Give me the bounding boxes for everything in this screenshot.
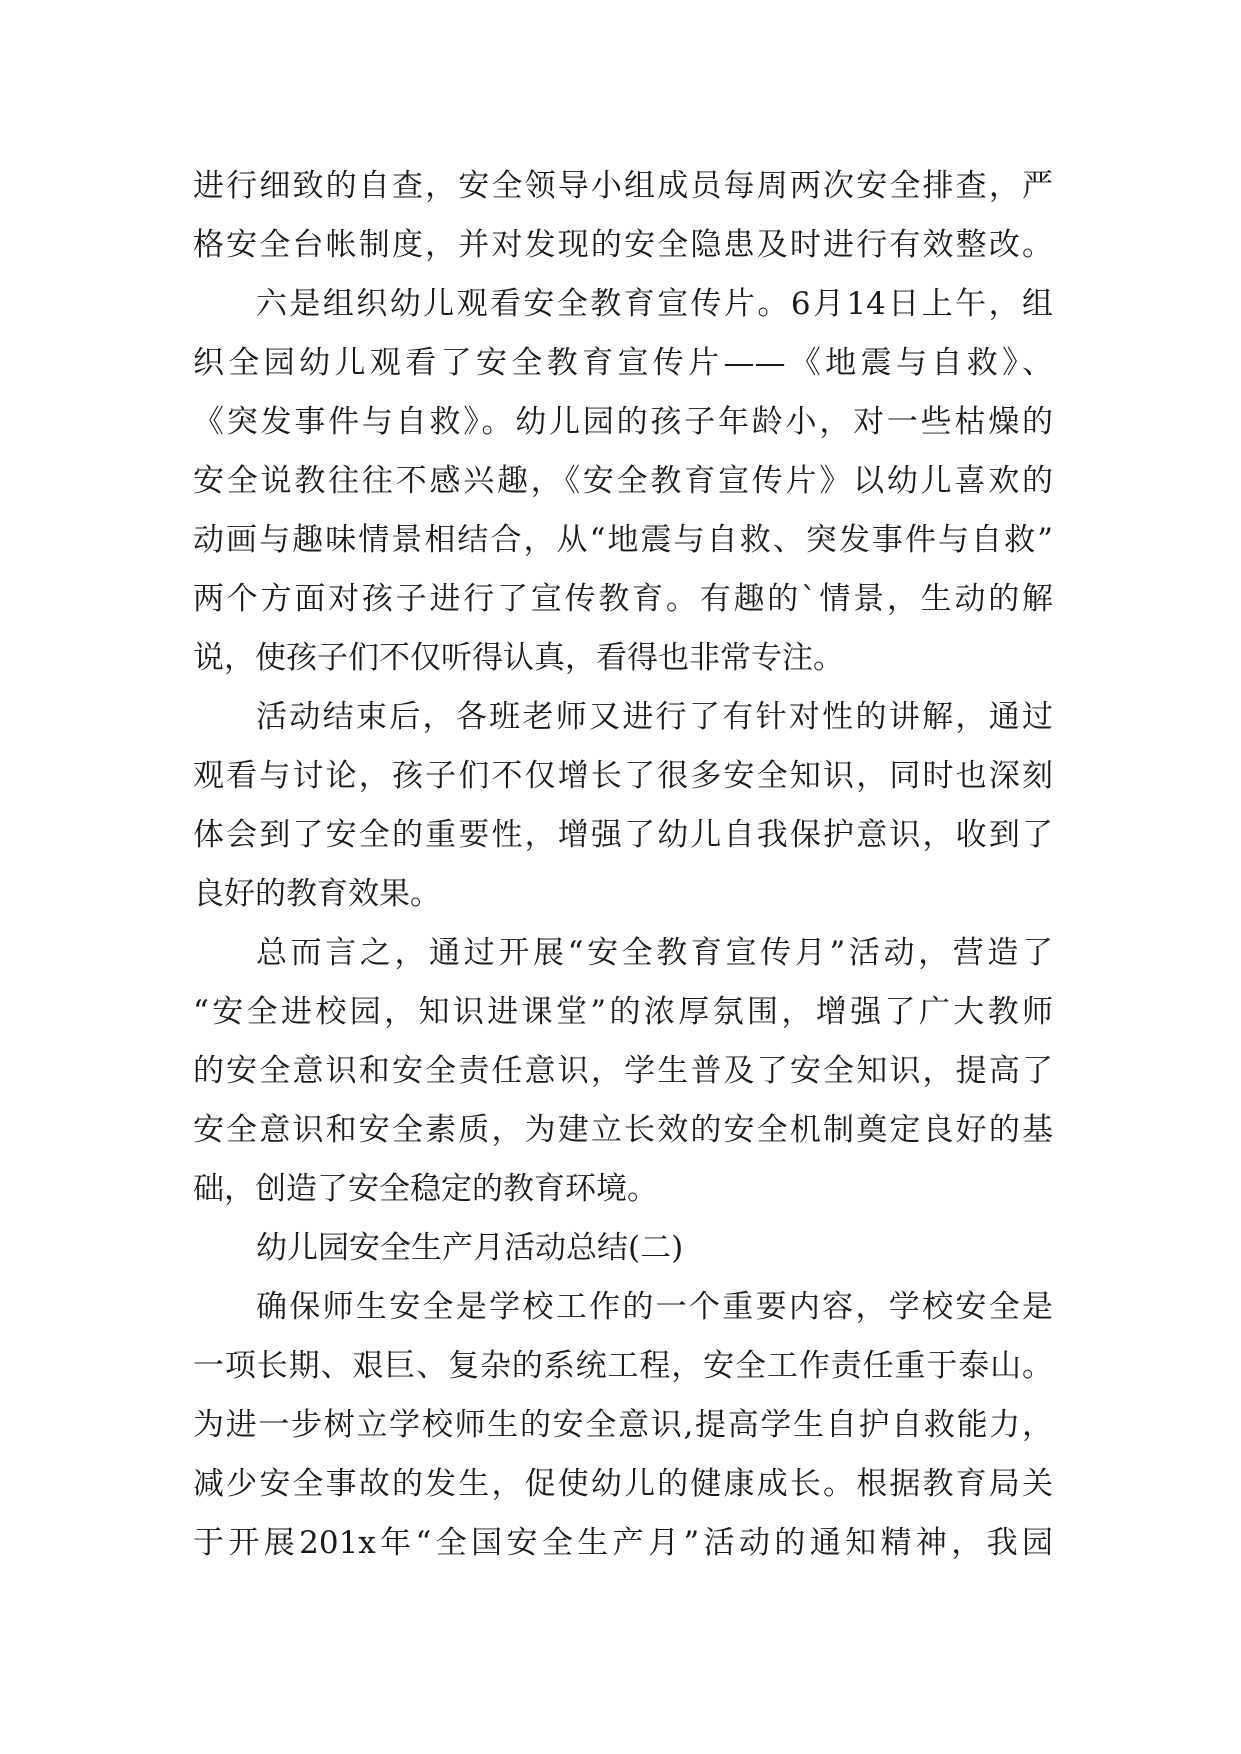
paragraph-first-line: 确保师生安全是学校工作的一个重要内容，学校安全是 [256, 1289, 1053, 1325]
text-line: 为进一步树立学校师生的安全意识,提高学生自护自救能力， [193, 1407, 1053, 1443]
text-line: 两个方面对孩子进行了宣传教育。有趣的`情景，生动的解 [193, 581, 1053, 617]
text-line: 的安全意识和安全责任意识，学生普及了安全知识，提高了 [193, 1053, 1053, 1089]
text-line: 观看与讨论，孩子们不仅增长了很多安全知识，同时也深刻 [193, 758, 1053, 794]
text-line: 说，使孩子们不仅听得认真，看得也非常专注。 [193, 640, 844, 676]
paragraph-first-line: 活动结束后，各班老师又进行了有针对性的讲解，通过 [256, 699, 1053, 735]
text-line: 格安全台帐制度，并对发现的安全隐患及时进行有效整改。 [193, 227, 1053, 263]
text-line: 安全说教往往不感兴趣，《安全教育宣传片》以幼儿喜欢的 [193, 463, 1053, 499]
text-line: “安全进校园，知识进课堂”的浓厚氛围，增强了广大教师 [193, 994, 1053, 1030]
text-line: 进行细致的自查，安全领导小组成员每周两次安全排查，严 [193, 168, 1053, 204]
text-line: 减少安全事故的发生，促使幼儿的健康成长。根据教育局关 [193, 1466, 1053, 1502]
text-line: 织全园幼儿观看了安全教育宣传片——《地震与自救》、 [193, 345, 1053, 381]
paragraph-first-line: 总而言之，通过开展“安全教育宣传月”活动，营造了 [256, 935, 1053, 971]
text-line: 良好的教育效果。 [193, 876, 441, 912]
text-line: 础，创造了安全稳定的教育环境。 [193, 1171, 658, 1207]
text-line: 安全意识和安全素质，为建立长效的安全机制奠定良好的基 [193, 1112, 1053, 1148]
document-body [193, 157, 1053, 1573]
text-line: 一项长期、艰巨、复杂的系统工程，安全工作责任重于泰山。 [193, 1348, 1053, 1384]
text-line: 动画与趣味情景相结合，从“地震与自救、突发事件与自救” [193, 522, 1053, 558]
paragraph-first-line: 六是组织幼儿观看安全教育宣传片。6月14日上午，组 [256, 286, 1053, 322]
text-line: 体会到了安全的重要性，增强了幼儿自我保护意识，收到了 [193, 817, 1053, 853]
text-line: 于开展201x年“全国安全生产月”活动的通知精神，我园 [193, 1525, 1053, 1561]
paragraph-first-line: 幼儿园安全生产月活动总结(二) [256, 1230, 684, 1266]
text-line: 《突发事件与自救》。幼儿园的孩子年龄小，对一些枯燥的 [193, 404, 1053, 440]
